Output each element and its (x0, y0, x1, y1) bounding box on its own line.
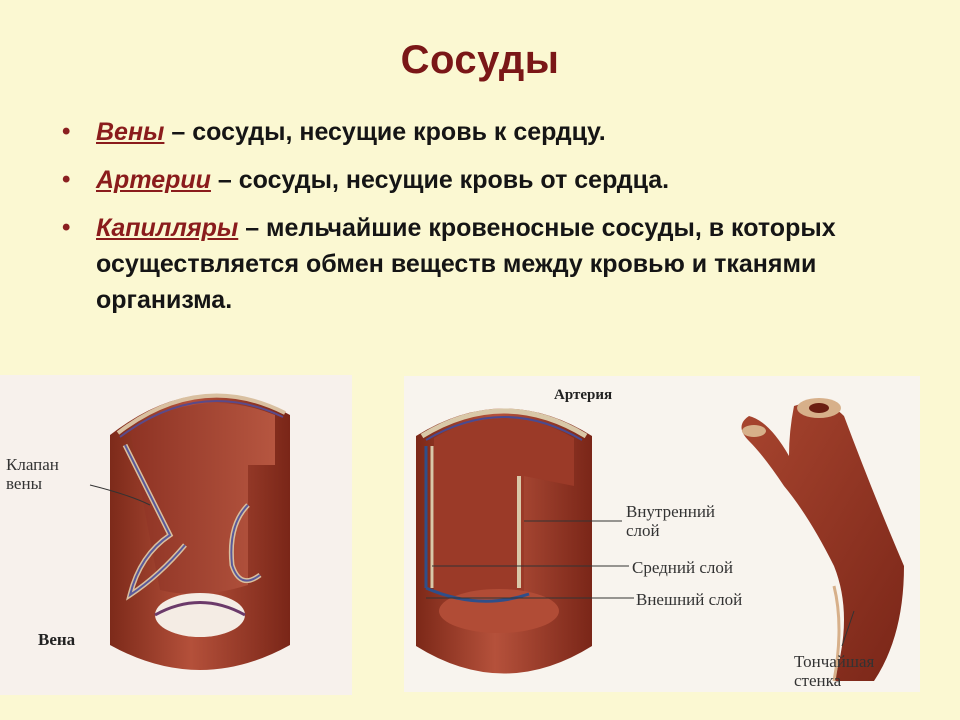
list-item-veins (62, 114, 922, 150)
artery-illustration (404, 376, 920, 692)
list-item-arteries (62, 162, 922, 198)
vein-caption: Вена (38, 630, 76, 649)
term-arteries: Артерии (96, 166, 211, 194)
thin-wall-label-line1: Тончайшая (794, 652, 875, 671)
inner-layer-label-line1: Внутренний (626, 502, 716, 521)
definition-arteries: – сосуды, несущие кровь от сердца. (210, 166, 670, 194)
definition-veins: – сосуды, несущие кровь к сердцу. (164, 118, 606, 146)
bullet-icon: • (62, 166, 71, 193)
outer-layer-label: Внешний слой (636, 590, 743, 609)
middle-layer-label: Средний слой (632, 558, 733, 577)
definition-capillaries: – мельчайшие кровеносные сосуды, в которых осуществляется обмен веществ между кровью и тканями организма. (96, 214, 836, 314)
inner-layer-label-line2: слой (626, 521, 660, 540)
vein-illustration (0, 375, 352, 695)
term-veins: Вены (96, 118, 165, 146)
slide-title: Сосуды (400, 38, 560, 82)
vein-valve-label (6, 455, 59, 493)
definition-list (62, 114, 922, 330)
vein-valve-label-line1: Клапан (6, 455, 59, 474)
bullet-icon: • (62, 214, 71, 241)
vein-valve-label-line2: вены (6, 474, 42, 493)
thin-wall-label-line2: стенка (794, 671, 842, 690)
list-item-capillaries (62, 210, 922, 318)
artery-caption: Артерия (554, 387, 613, 403)
thin-wall-label (794, 652, 874, 690)
term-capillaries: Капилляры (96, 214, 239, 242)
inner-layer-label (626, 502, 715, 540)
bullet-icon: • (62, 118, 71, 145)
